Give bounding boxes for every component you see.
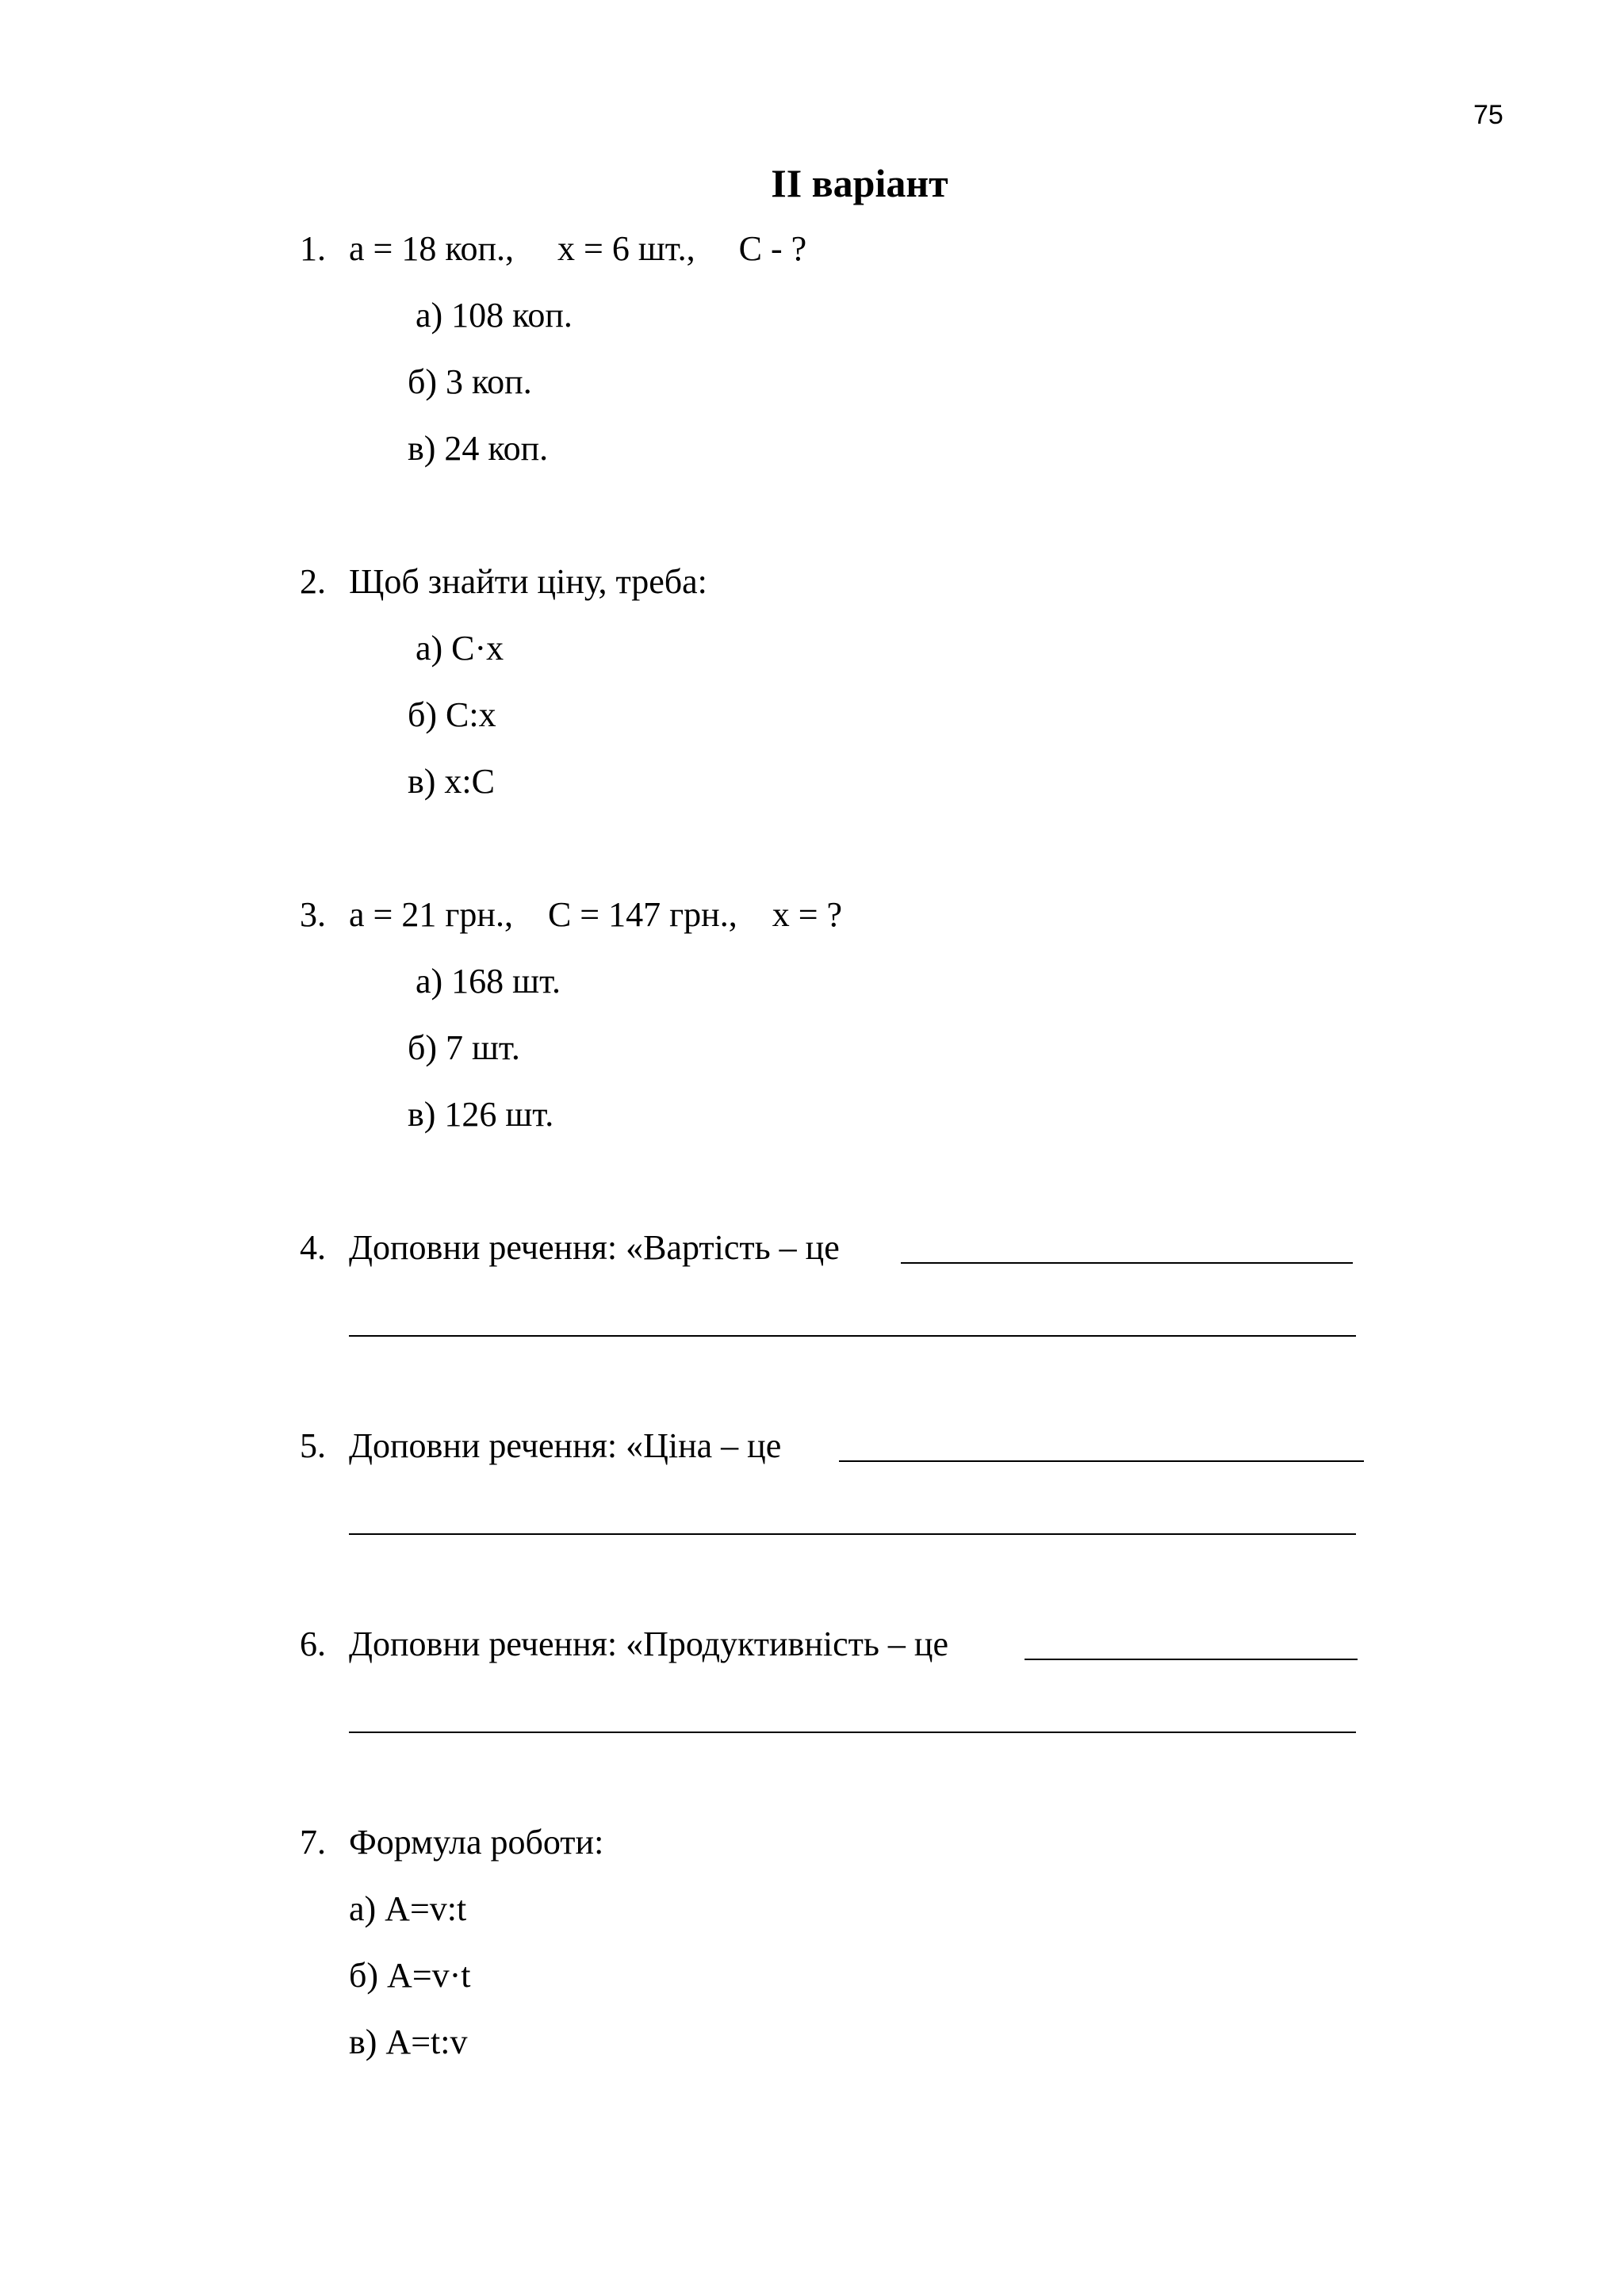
- question-stem: Доповни речення: «Продуктивність – це: [349, 1624, 948, 1663]
- answer-blank-line: [349, 1533, 1356, 1535]
- question-stem: a = 21 грн., C = 147 грн., x = ?: [349, 895, 843, 934]
- question-stem: Доповни речення: «Ціна – це: [349, 1426, 782, 1465]
- answer-option-a: а) 168 шт.: [416, 962, 561, 1001]
- question-number: 1.: [300, 229, 326, 268]
- page-title: II варіант: [771, 161, 948, 205]
- answer-option-c: в) x:C: [408, 762, 495, 801]
- answer-blank-line: [901, 1262, 1353, 1264]
- question-number: 3.: [300, 895, 326, 934]
- answer-option-b: б) 7 шт.: [408, 1028, 520, 1067]
- answer-option-c: в) A=t:v: [349, 2022, 468, 2061]
- question-number: 5.: [300, 1426, 326, 1465]
- question-number: 7.: [300, 1823, 326, 1862]
- answer-option-c: в) 126 шт.: [408, 1095, 554, 1134]
- answer-blank-line: [1025, 1659, 1358, 1660]
- answer-option-a: а) 108 коп.: [416, 296, 573, 335]
- answer-option-b: б) A=v·t: [349, 1956, 471, 1995]
- question-number: 6.: [300, 1624, 326, 1663]
- answer-blank-line: [349, 1732, 1356, 1733]
- answer-option-a: а) C·x: [416, 629, 504, 668]
- question-stem: Формула роботи:: [349, 1823, 604, 1862]
- page-number: 75: [1473, 100, 1503, 130]
- question-stem: Доповни речення: «Вартість – це: [349, 1228, 840, 1267]
- question-stem: a = 18 коп., x = 6 шт., C - ?: [349, 229, 807, 268]
- question-stem: Щоб знайти ціну, треба:: [349, 562, 707, 601]
- answer-blank-line: [839, 1460, 1364, 1462]
- answer-option-a: а) A=v:t: [349, 1889, 467, 1928]
- answer-option-b: б) C:x: [408, 695, 496, 734]
- answer-option-b: б) 3 коп.: [408, 362, 532, 401]
- answer-blank-line: [349, 1335, 1356, 1337]
- question-number: 4.: [300, 1228, 326, 1267]
- answer-option-c: в) 24 коп.: [408, 429, 549, 468]
- question-number: 2.: [300, 562, 326, 601]
